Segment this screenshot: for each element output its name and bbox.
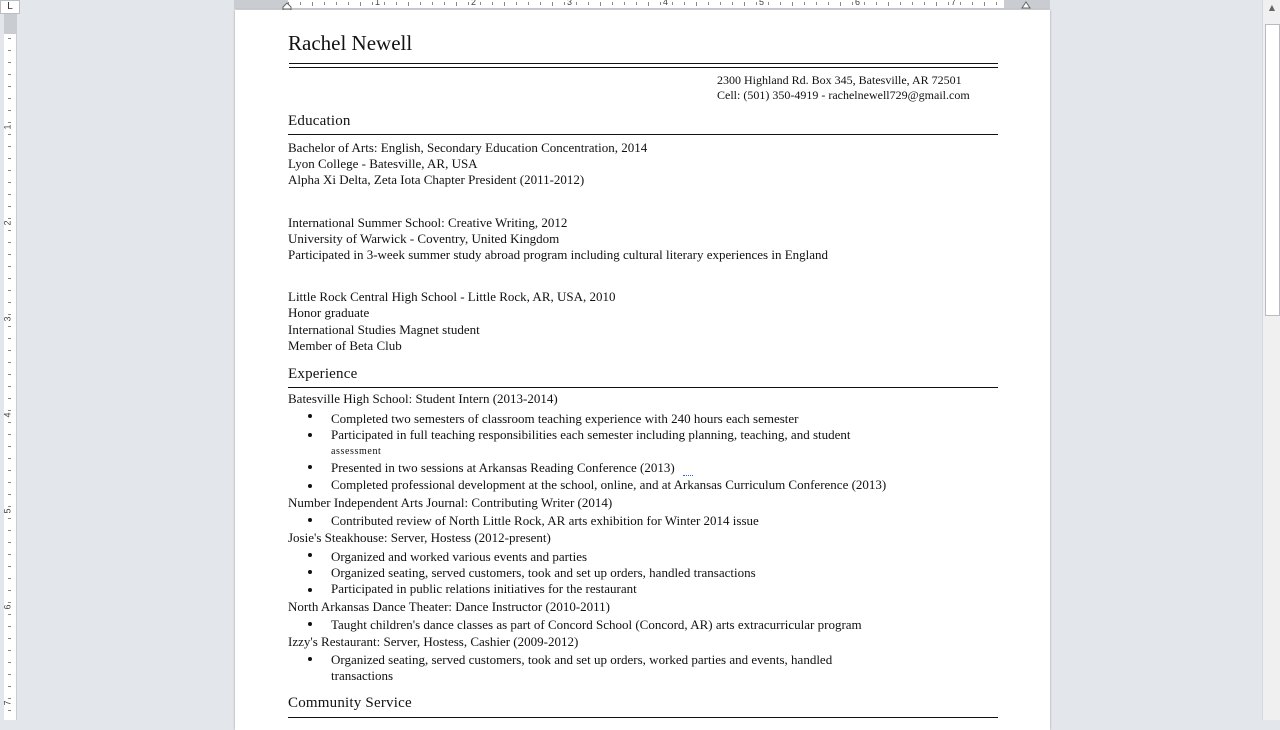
vruler-tick [8,302,11,303]
ruler-number: 6 [855,0,861,7]
ruler-tick [792,2,793,6]
vruler-top-margin [4,14,16,34]
ruler-tick [516,2,517,5]
vruler-tick [8,650,11,651]
ruler-tick [948,2,949,5]
ruler-tick [852,2,853,5]
job-bullet: Presented in two sessions at Arkansas Reading Conference (2013) [331,460,675,475]
ruler-tick [456,2,457,6]
vruler-tick [8,206,11,207]
section-rule [288,717,998,718]
ruler-tick [660,2,661,5]
job-title: Izzy's Restaurant: Server, Hostess, Cashier (2009-2012) [288,634,579,649]
vruler-tick [8,122,11,123]
vruler-tick [8,374,11,375]
education-line: Honor graduate [288,305,370,320]
bullet-icon [308,553,312,557]
ruler-tick [816,2,817,5]
vruler-number: 2 [2,220,13,226]
ruler-number: 3 [567,0,573,7]
ruler-tick [936,2,937,6]
resume-name: Rachel Newell [288,31,413,55]
ruler-tick [996,2,997,5]
job-bullet-continuation: transactions [331,668,394,683]
vruler-tick [8,194,11,195]
ruler-tick [612,2,613,5]
ruler-tick [684,2,685,5]
header-rule-top [289,63,998,64]
vruler-tick [8,74,11,75]
scroll-up-arrow-icon[interactable]: ▲ [1268,3,1276,12]
vruler-tick [8,530,11,531]
education-line: International Studies Magnet student [288,322,480,337]
spelling-squiggle[interactable] [683,472,693,476]
ruler-tick [984,2,985,6]
bullet-icon [308,570,312,574]
education-line: University of Warwick - Coventry, United Kingdom [288,231,560,246]
vruler-tick [8,170,11,171]
ruler-tick [300,2,301,5]
education-line: Little Rock Central High School - Little Rock, AR, USA, 2010 [288,289,616,304]
ruler-tick [576,2,577,5]
section-heading-community-service: Community Service [288,695,412,711]
education-line: Alpha Xi Delta, Zeta Iota Chapter President (2011-2012) [288,172,585,187]
vruler-number: 6 [2,604,13,610]
ruler-tick [900,2,901,5]
ruler-tick [720,2,721,5]
section-heading-education: Education [288,113,351,129]
vruler-tick [8,158,11,159]
ruler-tick [924,2,925,5]
vruler-tick [8,698,11,699]
job-bullet: Organized seating, served customers, took and set up orders, handled transactions [331,565,756,580]
bullet-icon [308,588,312,592]
ruler-tick [912,2,913,5]
vruler-tick [8,566,11,567]
right-indent-marker[interactable] [1021,0,1031,9]
vruler-tick [8,506,11,507]
horizontal-ruler[interactable] [234,0,1050,9]
ruler-tick [672,2,673,5]
education-line: Member of Beta Club [288,338,402,353]
ruler-tick [324,2,325,5]
ruler-tick [336,2,337,5]
job-title: Batesville High School: Student Intern (2013-2014) [288,391,558,406]
vruler-tick [8,614,11,615]
header-rule-bottom [289,67,998,68]
ruler-tick [384,2,385,5]
vertical-ruler[interactable] [4,14,17,720]
vruler-tick [8,218,11,219]
job-bullet: Taught children's dance classes as part of Concord School (Concord, AR) arts extracurricular program [331,617,862,632]
document-page[interactable] [235,10,1050,730]
vruler-tick [8,686,11,687]
ruler-tick [888,2,889,6]
job-bullet-continuation: assessment [331,446,382,457]
ruler-tick [372,2,373,5]
education-line: Lyon College - Batesville, AR, USA [288,156,478,171]
vruler-tick [8,86,11,87]
job-bullet: Participated in full teaching responsibilities each semester including planning, teaching, and student [331,427,851,442]
vruler-tick [8,182,11,183]
ruler-tick [648,2,649,6]
ruler-number: 7 [951,0,957,7]
ruler-tick [564,2,565,5]
vruler-tick [8,602,11,603]
vruler-tick [8,338,11,339]
scrollbar-thumb[interactable] [1265,24,1280,316]
bullet-icon [308,465,312,469]
vruler-tick [8,38,11,39]
vruler-tick [8,50,11,51]
ruler-number: 1 [375,0,381,7]
vruler-tick [8,314,11,315]
job-bullet: Organized and worked various events and parties [331,549,588,564]
job-title: Josie's Steakhouse: Server, Hostess (2012-present) [288,530,551,545]
ruler-tick [804,2,805,5]
ruler-tick [840,2,841,6]
section-rule [288,387,998,388]
ruler-number: 5 [759,0,765,7]
vruler-tick [8,578,11,579]
section-heading-experience: Experience [288,366,358,382]
job-bullet: Contributed review of North Little Rock, AR arts exhibition for Winter 2014 issue [331,513,759,528]
bullet-icon [308,414,312,418]
contact-line: Cell: (501) 350-4919 - rachelnewell729@gmail.com [717,88,970,102]
ruler-tick [444,2,445,5]
ruler-tick [636,2,637,5]
vruler-tick [8,62,11,63]
vruler-tick [8,110,11,111]
vruler-number: 1 [2,124,13,130]
vruler-tick [8,662,11,663]
vruler-tick [8,242,11,243]
education-line: Bachelor of Arts: English, Secondary Education Concentration, 2014 [288,140,648,155]
ruler-number: 2 [471,0,477,7]
vertical-scrollbar[interactable] [1262,0,1280,720]
ruler-tick [876,2,877,5]
ruler-tick [396,2,397,5]
vruler-tick [8,266,11,267]
vruler-tick [8,278,11,279]
ruler-left-margin [234,0,288,8]
ruler-tick [780,2,781,5]
vruler-number: 4 [2,412,13,418]
address-line: 2300 Highland Rd. Box 345, Batesville, AR 72501 [717,73,962,87]
job-title: Number Independent Arts Journal: Contributing Writer (2014) [288,495,613,510]
ruler-tick [624,2,625,5]
ruler-tick [528,2,529,5]
ruler-tick [960,2,961,5]
vruler-number: 5 [2,508,13,514]
ruler-tick [588,2,589,5]
job-bullet: Organized seating, served customers, took and set up orders, worked parties and events, handled [331,652,833,667]
education-line: Participated in 3-week summer study abroad program including cultural literary experiences in England [288,247,829,262]
tab-selector-button[interactable]: L [0,0,20,14]
ruler-tick [696,2,697,6]
ruler-tick [540,2,541,5]
ruler-tick [732,2,733,5]
vruler-tick [8,350,11,351]
vruler-tick [8,542,11,543]
bullet-icon [308,484,312,488]
ruler-tick [468,2,469,5]
vruler-tick [8,134,11,135]
ruler-tick [744,2,745,6]
vruler-tick [8,710,11,711]
bullet-icon [308,433,312,437]
bullet-icon [308,657,312,661]
vruler-tick [8,674,11,675]
vruler-tick [8,434,11,435]
vruler-tick [8,410,11,411]
vruler-number: 7 [2,700,13,706]
ruler-tick [708,2,709,5]
bullet-icon [308,622,312,626]
ruler-tick [312,2,313,6]
vruler-tick [8,362,11,363]
ruler-number: 4 [663,0,669,7]
vruler-tick [8,422,11,423]
ruler-tick [756,2,757,5]
ruler-tick [360,2,361,6]
education-line: International Summer School: Creative Writing, 2012 [288,215,568,230]
vruler-tick [8,458,11,459]
vruler-tick [8,326,11,327]
ruler-tick [480,2,481,5]
job-bullet: Completed professional development at the school, online, and at Arkansas Curriculum Conference (2013) [331,477,887,492]
ruler-tick [600,2,601,6]
vruler-tick [8,254,11,255]
vruler-tick [8,290,11,291]
vruler-tick [8,494,11,495]
ruler-tick [768,2,769,5]
ruler-tick [972,2,973,5]
job-title: North Arkansas Dance Theater: Dance Instructor (2010-2011) [288,599,610,614]
vruler-number: 3 [2,316,13,322]
ruler-tick [828,2,829,5]
ruler-tick [492,2,493,5]
vruler-tick [8,554,11,555]
ruler-tick [420,2,421,5]
bullet-icon [308,518,312,522]
vruler-tick [8,626,11,627]
vruler-tick [8,98,11,99]
vruler-tick [8,638,11,639]
job-bullet: Completed two semesters of classroom teaching experience with 240 hours each semester [331,411,799,426]
ruler-tick [408,2,409,6]
ruler-tick [864,2,865,5]
job-bullet: Participated in public relations initiatives for the restaurant [331,581,637,596]
vruler-tick [8,470,11,471]
vruler-tick [8,590,11,591]
vruler-tick [8,386,11,387]
vruler-tick [8,446,11,447]
ruler-tick [552,2,553,6]
ruler-tick [504,2,505,6]
vruler-tick [8,230,11,231]
vruler-tick [8,398,11,399]
vruler-tick [8,482,11,483]
section-rule [288,134,998,135]
vruler-tick [8,518,11,519]
vruler-tick [8,146,11,147]
ruler-tick [348,2,349,5]
ruler-tick [432,2,433,5]
